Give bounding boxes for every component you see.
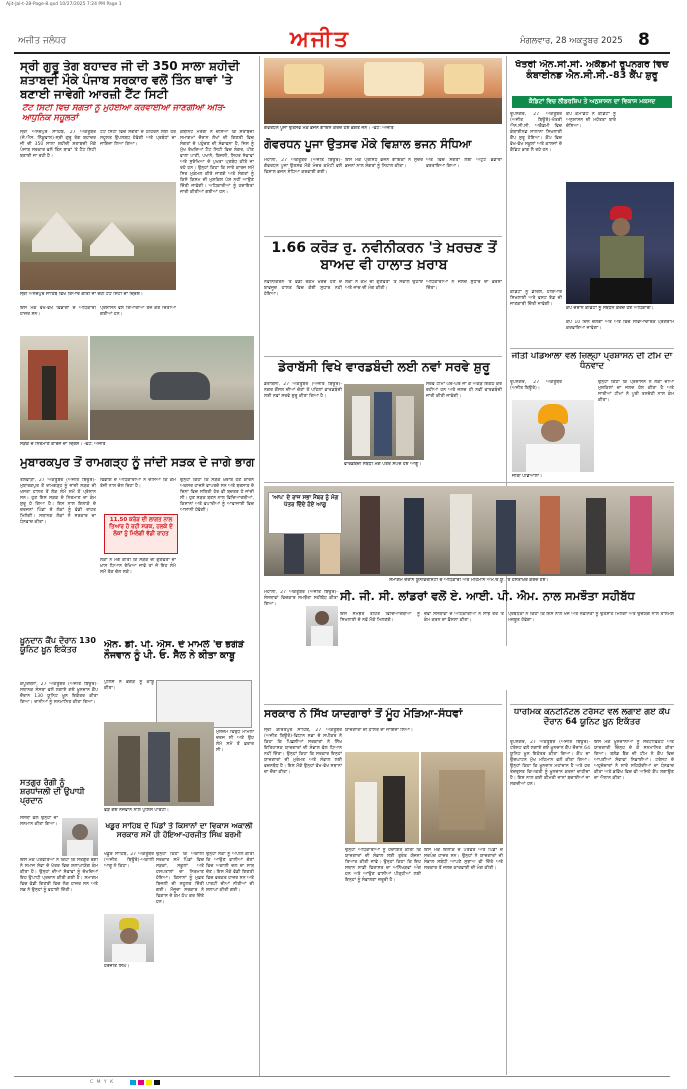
article-body: ਪ੍ਰਸ਼ਾਸਨ ਵਲੋਂ ਤਿਆਰੀਆਂ ਤੇਜ਼ ਕਰ ਦਿੱਤੀਆਂ ਗਈਆਂ ਹਨ। — [100, 306, 176, 317]
article-body: ਪੁਲਿਸ ਨੇ ਭਗੌੜੇ ਨੂੰ ਕਾਬੂ ਕੀਤਾ। — [104, 680, 154, 691]
article-body: ਸ੍ਰੀ ਕੀਰਤਪੁਰ ਸਾਹਿਬ, 27 ਅਕਤੂਬਰ (ਅਜੀਤ ਬਿਊਰੋ)-ਵਿਧਾਨ ਸਭਾ ਦੇ ਸਪੀਕਰ ਨੇ ਕਿਹਾ ਕਿ ਪਿਛਲੀਆਂ ਸਰਕਾਰਾਂ ਨੇ ਸਿੱਖ ਇਤਿਹਾਸਕ ਯਾਦਗਾਰਾਂ ਦੀ ਸੰਭਾਲ ਵੱਲ ਧਿਆਨ ਨਹੀਂ ਦਿੱਤਾ। ਉਨ੍ਹਾਂ ਕਿਹਾ ਕਿ ਸਰਕਾਰ ਇਨ੍ਹਾਂ ਯਾਦਗਾਰਾਂ ਦੀ ਮੁਰੰਮਤ ਅਤੇ ਸੰਭਾਲ ਲਈ ਵਚਨਬੱਧ ਹੈ। ਇਸ ਮੌਕੇ ਉਨ੍ਹਾਂ ਵੱਖ-ਵੱਖ ਸਥਾਨਾਂ ਦਾ ਦੌਰਾ ਕੀਤਾ। — [264, 728, 342, 775]
article-body: ਸਰਵੇ ਟੀਮਾਂ ਘਰ-ਘਰ ਜਾ ਕੇ ਅੰਕੜੇ ਇਕੱਠੇ ਕਰ ਰਹੀਆਂ ਹਨ ਅਤੇ ਜਲਦ ਹੀ ਨਵੀਂ ਵਾਰਡਬੰਦੀ ਜਾਰੀ ਕੀਤੀ ਜਾਵੇਗੀ। — [426, 382, 502, 399]
story-rule — [264, 482, 674, 483]
tent-city-photo — [20, 182, 176, 290]
article-body: ਵਿਭਾਗ ਦੇ ਅਧਿਕਾਰੀਆਂ ਨੇ ਦੱਸਿਆ ਕਿ ਕੰਮ ਤੇਜ਼ੀ ਨਾਲ ਚੱਲ ਰਿਹਾ ਹੈ। — [100, 478, 176, 489]
memorial-ruins-photo — [421, 752, 503, 844]
headline: ਗੋਵਰਧਨ ਪੂਜਾ ਉਤਸਵ ਮੌਕੇ ਵਿਸ਼ਾਲ ਭਜਨ ਸੰਧਿਆ — [264, 138, 472, 151]
article-body: ਕੈਬਨਿਟ ਮੰਤਰੀ ਨੇ ਦੱਸਿਆ ਕਿ ਸ਼ਤਾਬਦੀ ਸਮਾਗਮਾਂ ਦੌਰਾਨ ਲੱਖਾਂ ਦੀ ਗਿਣਤੀ ਵਿਚ ਸੰਗਤਾਂ ਦੇ ਪਹੁੰਚਣ ਦੀ ਸੰਭਾਵਨਾ ਹੈ, ਜਿਸ ਨੂੰ ਮੁੱਖ ਰੱਖਦਿਆਂ ਟੈਂਟ ਸਿਟੀ ਵਿਚ ਲੰਗਰ, ਪੀਣ ਵਾਲਾ ਪਾਣੀ, ਪਖਾਨੇ, ਬਿਜਲੀ, ਸਿਹਤ ਸੇਵਾਵਾਂ ਅਤੇ ਸੁਰੱਖਿਆ ਦੇ ਪੁਖਤਾ ਪ੍ਰਬੰਧ ਕੀਤੇ ਜਾ ਰਹੇ ਹਨ। ਉਨ੍ਹਾਂ ਕਿਹਾ ਕਿ ਸਾਰੇ ਕਾਰਜ ਸਮੇਂ ਸਿਰ ਮੁਕੰਮਲ ਕੀਤੇ ਜਾਣਗੇ ਅਤੇ ਸੰਗਤਾਂ ਨੂੰ ਕਿਸੇ ਕਿਸਮ ਦੀ ਮੁਸ਼ਕਿਲ ਪੇਸ਼ ਨਹੀਂ ਆਉਣ ਦਿੱਤੀ ਜਾਵੇਗੀ। ਅਧਿਕਾਰੀਆਂ ਨੂੰ ਹਦਾਇਤਾਂ ਜਾਰੀ ਕੀਤੀਆਂ ਗਈਆਂ ਹਨ। — [180, 130, 254, 195]
yellow-swatch — [146, 1080, 152, 1085]
article-body: ਕੈਡਿਟਾਂ ਨੂੰ ਡਰਿੱਲ, ਹਥਿਆਰ ਸਿਖਲਾਈ ਅਤੇ ਫਸਟ ਏਡ ਦੀ ਜਾਣਕਾਰੀ ਦਿੱਤੀ ਜਾਵੇਗੀ। — [510, 290, 562, 307]
article-body: ਮੋਹਾਲੀ, 27 ਅਕਤੂਬਰ (ਅਜੀਤ ਬਿਊਰੋ)-ਗੋਵਰਧਨ ਪੂਜਾ ਉਤਸਵ ਮੌਕੇ ਮੰਦਰ ਕਮੇਟੀ ਵਲੋਂ ਵਿਸ਼ਾਲ ਭਜਨ ਸੰਧਿਆ ਕਰਵਾਈ ਗਈ। — [264, 158, 342, 175]
headline: ਧਾਰਮਿਕ ਕੋਨਟੀਨੈਂਟਲ ਟਰੱਸਟ ਵਲੋਂ ਲਗਾਏ ਗਏ ਕੈਂਪ ਦੌਰਾਨ 64 ਯੂਨਿਟ ਖ਼ੂਨ ਇਕੱਤਰ — [513, 708, 671, 727]
article-body: ਕੈਂਪ 10 ਦਿਨ ਚੱਲੇਗਾ ਅਤੇ ਅੰਤ ਵਿਚ ਸਭਿਆਚਾਰਕ ਪ੍ਰੋਗਰਾਮ ਕਰਵਾਇਆ ਜਾਵੇਗਾ। — [566, 320, 674, 331]
photo-caption: ਫੜੇ ਗਏ ਨੌਜਵਾਨ ਨਾਲ ਪੁਲਿਸ ਪਾਰਟੀ। — [104, 808, 169, 813]
article-body: ਦੋਵਾਂ ਸੰਸਥਾਵਾਂ ਦੇ ਅਧਿਕਾਰੀਆਂ ਨੇ ਸਾਂਝੇ ਤੌਰ 'ਤੇ ਕੰਮ ਕਰਨ ਦਾ ਫ਼ੈਸਲਾ ਕੀਤਾ। — [424, 612, 504, 623]
article-body: ਅਧਿਕਾਰੀਆਂ ਨੇ ਜਲਦ ਸੁਧਾਰ ਦਾ ਭਰੋਸਾ ਦਿੱਤਾ। — [426, 280, 502, 291]
story-rule — [510, 348, 674, 349]
masthead-rule — [14, 52, 670, 54]
photo-caption: ਹਰਜੀਤ ਸਿੰਘ। — [104, 964, 130, 969]
memorial-visit-photo — [345, 752, 419, 844]
article-body: ਸ੍ਰੀ ਅਨੰਦਪੁਰ ਸਾਹਿਬ, 27 ਅਕਤੂਬਰ (ਜੇ.ਐਸ. ਨਿੱਕੂਵਾਲ)-ਸ੍ਰੀ ਗੁਰੂ ਤੇਗ ਬਹਾਦਰ ਜੀ ਦੀ 350 ਸਾਲਾ ਸ਼ਹੀਦੀ ਸ਼ਤਾਬਦੀ ਮੌਕੇ ਪੰਜਾਬ ਸਰਕਾਰ ਵਲੋਂ ਤਿੰਨ ਥਾਵਾਂ 'ਤੇ ਟੈਂਟ ਸਿਟੀ ਬਣਾਈ ਜਾ ਰਹੀ ਹੈ। — [20, 130, 96, 159]
edition-label: ਅਜੀਤ ਜਲੰਧਰ — [18, 36, 67, 46]
footer-rule — [14, 1076, 670, 1077]
ncc-officer-photo — [566, 182, 674, 304]
article-body: ਮੁਲਜ਼ਮ ਵਿਰੁੱਧ ਮਾਮਲਾ ਦਰਜ ਸੀ ਅਤੇ ਉਹ ਲੰਮੇ ਸਮੇਂ ਤੋਂ ਫ਼ਰਾਰ ਸੀ। — [216, 730, 254, 753]
article-body: ਲੋਕਾਂ ਨੇ ਮੰਗ ਕੀਤੀ ਕਿ ਸੜਕ ਦੀ ਗੁਣਵੱਤਾ ਦਾ ਖ਼ਾਸ ਧਿਆਨ ਰੱਖਿਆ ਜਾਵੇ ਤਾਂ ਜੋ ਇਹ ਲੰਮੇ ਸਮੇਂ ਤੱਕ ਚੱਲ ਸਕੇ। — [100, 558, 176, 575]
article-body: ਇਸ ਸਮਝੌਤੇ ਤਹਿਤ ਵਿਦਿਆਰਥੀਆਂ ਨੂੰ ਸਿਖਲਾਈ ਦੇ ਨਵੇਂ ਮੌਕੇ ਮਿਲਣਗੇ। — [340, 612, 420, 623]
portrait-photo — [104, 914, 154, 962]
story-rule — [264, 704, 502, 705]
article-body: ਸੰਸਥਾ ਵਲੋਂ ਉਨ੍ਹਾਂ ਦਾ ਸਨਮਾਨ ਕੀਤਾ ਗਿਆ। — [20, 816, 58, 827]
text-inset — [156, 680, 252, 728]
brick-structure-photo — [20, 336, 88, 440]
headline: ਮੁਬਾਰਕਪੁਰ ਤੋਂ ਰਾਮਗੜ੍ਹ ਨੂੰ ਜਾਂਦੀ ਸੜਕ ਦੇ ਜਾਗੇ ਭਾਗ — [20, 456, 255, 469]
article-body: ਇਸ ਮੌਕੇ ਪ੍ਰਸਿੱਧ ਭਜਨ ਗਾਇਕਾਂ ਨੇ ਸੁੰਦਰ ਭਜਨਾਂ ਨਾਲ ਸੰਗਤਾਂ ਨੂੰ ਨਿਹਾਲ ਕੀਤਾ। — [345, 158, 423, 169]
page-number: 8 — [638, 30, 650, 50]
article-body: ਇਸ ਮੌਕੇ ਪਤਵੰਤਿਆਂ ਨੇ ਕਿਹਾ ਕਿ ਸਤਗੁਰ ਰੰਗੀ ਨੇ ਸਮਾਜ ਸੇਵਾ ਦੇ ਖੇਤਰ ਵਿਚ ਸ਼ਲਾਘਾਯੋਗ ਕੰਮ ਕੀਤਾ ਹੈ। ਉਨ੍ਹਾਂ ਦੀਆਂ ਸੇਵਾਵਾਂ ਨੂੰ ਦੇਖਦਿਆਂ ਇਹ ਉਪਾਧੀ ਪ੍ਰਦਾਨ ਕੀਤੀ ਗਈ ਹੈ। ਸਮਾਗਮ ਵਿਚ ਵੱਡੀ ਗਿਣਤੀ ਵਿਚ ਲੋਕ ਹਾਜ਼ਰ ਸਨ ਅਤੇ ਸਭ ਨੇ ਉਨ੍ਹਾਂ ਨੂੰ ਵਧਾਈ ਦਿੱਤੀ। — [20, 858, 98, 893]
headline: ਸਤਗੁਰ ਰੰਗੀ ਨੂੰ ਸ਼ਰਧਾਂਜਲੀ ਦੀ ਉਪਾਧੀ ਪ੍ਰਦਾਨ — [20, 778, 85, 806]
headline: ਜੀਤੀ ਪਡਿਆਲਾ ਵਲੋਂ ਜ਼ਿਲ੍ਹਾ ਪ੍ਰਸ਼ਾਸਨ ਦੀ ਟੀਮ ਦਾ ਧੰਨਵਾਦ — [511, 352, 673, 371]
article-body: ਨਵੀਨੀਕਰਨ 'ਤੇ ਵੱਡੀ ਰਕਮ ਖ਼ਰਚ ਹੋਣ ਦੇ ਬਾਵਜੂਦ ਹਾਲਤ ਵਿਚ ਕੋਈ ਸੁਧਾਰ ਨਹੀਂ ਹੋਇਆ। — [264, 280, 342, 297]
photo-caption: ਸ੍ਰੀ ਅਨੰਦਪੁਰ ਸਾਹਿਬ ਵਿਖੇ ਤਿਆਰ ਕੀਤੀ ਜਾ ਰਹੀ ਟੈਂਟ ਸਿਟੀ ਦਾ ਦ੍ਰਿਸ਼। — [20, 292, 143, 297]
magenta-swatch — [138, 1080, 144, 1085]
article-body: ਤਲਵਾੜਾ, 27 ਅਕਤੂਬਰ (ਅਜੀਤ ਬਿਊਰੋ)-ਮੁਬਾਰਕਪੁਰ ਤੋਂ ਰਾਮਗੜ੍ਹ ਨੂੰ ਜਾਂਦੀ ਸੜਕ ਦੀ ਖਸਤਾ ਹਾਲਤ ਤੋਂ ਲੋਕ ਲੰਮੇ ਸਮੇਂ ਤੋਂ ਪ੍ਰੇਸ਼ਾਨ ਸਨ। ਹੁਣ ਇਸ ਸੜਕ ਦੇ ਨਿਰਮਾਣ ਦਾ ਕੰਮ ਸ਼ੁਰੂ ਹੋ ਗਿਆ ਹੈ। ਇਸ ਨਾਲ ਇਲਾਕੇ ਦੇ ਦਰਜਨਾਂ ਪਿੰਡਾਂ ਦੇ ਲੋਕਾਂ ਨੂੰ ਵੱਡੀ ਰਾਹਤ ਮਿਲੇਗੀ। ਸਥਾਨਕ ਲੋਕਾਂ ਨੇ ਸਰਕਾਰ ਦਾ ਧੰਨਵਾਦ ਕੀਤਾ। — [20, 478, 96, 525]
headline: ਖ਼ੂਨਦਾਨ ਕੈਂਪ ਦੌਰਾਨ 130 ਯੂਨਿਟ ਖ਼ੂਨ ਇਕੱਤਰ — [20, 636, 96, 655]
portrait-photo — [512, 400, 594, 472]
article-body: ਮੋਹਾਲੀ, 27 ਅਕਤੂਬਰ (ਅਜੀਤ ਬਿਊਰੋ)-ਸੰਸਥਾਵਾਂ ਵਿਚਕਾਰ ਸਮਝੌਤਾ ਸਹੀਬੱਧ ਕੀਤਾ ਗਿਆ। — [264, 590, 338, 607]
police-photo — [104, 722, 214, 806]
article-body: ਰੂਪਨਗਰ, 27 ਅਕਤੂਬਰ (ਅਜੀਤ ਬਿਊਰੋ)। — [510, 380, 562, 391]
photo-caption: ਜੀਤੀ ਪਡਿਆਲਾ। — [512, 474, 543, 479]
article-body: ਪ੍ਰਬੰਧਕਾਂ ਨੇ ਕਿਹਾ ਕਿ ਇਸ ਨਾਲ ਖੋਜ ਅਤੇ ਨਵੀਨਤਾ ਨੂੰ ਉਤਸ਼ਾਹ ਮਿਲੇਗਾ ਅਤੇ ਉਦਯੋਗ ਨਾਲ ਤਾਲਮੇਲ ਮਜ਼ਬੂਤ ਹੋਵੇਗਾ। — [508, 612, 674, 623]
article-body: ਰੂਪਨਗਰ, 27 ਅਕਤੂਬਰ (ਅਜੀਤ ਬਿਊਰੋ)-ਖੱਤਰੀ ਐਨ.ਸੀ.ਸੀ. ਅਕੈਡਮੀ ਵਿਚ ਕੰਬਾਈਨਡ ਸਾਲਾਨਾ ਸਿਖਲਾਈ ਕੈਂਪ ਸ਼ੁਰੂ ਹੋਇਆ। ਕੈਂਪ ਵਿਚ ਵੱਖ-ਵੱਖ ਸਕੂਲਾਂ ਅਤੇ ਕਾਲਜਾਂ ਦੇ ਕੈਡਿਟ ਭਾਗ ਲੈ ਰਹੇ ਹਨ। — [510, 112, 562, 153]
print-slug: Ajit-Jal-t-28-Page-8.qxd 10/27/2025 7:24 PM Page 1 — [6, 2, 122, 7]
subhead-banner: ਕੈਡਿਟਾਂ ਵਿਚ ਲੀਡਰਸ਼ਿਪ ਤੇ ਅਨੁਸ਼ਾਸਨ ਦਾ ਵਿਕਾਸ ਮਕਸਦ — [512, 96, 672, 108]
article-body: ਰੂਪਨਗਰ, 27 ਅਕਤੂਬਰ (ਅਜੀਤ ਬਿਊਰੋ)-ਟਰੱਸਟ ਵਲੋਂ ਲਗਾਏ ਗਏ ਖ਼ੂਨਦਾਨ ਕੈਂਪ ਦੌਰਾਨ 64 ਯੂਨਿਟ ਖ਼ੂਨ ਇਕੱਤਰ ਕੀਤਾ ਗਿਆ। ਕੈਂਪ ਦਾ ਉਦਘਾਟਨ ਮੁੱਖ ਮਹਿਮਾਨ ਵਲੋਂ ਕੀਤਾ ਗਿਆ। ਉਨ੍ਹਾਂ ਕਿਹਾ ਕਿ ਖ਼ੂਨਦਾਨ ਮਹਾਂਦਾਨ ਹੈ ਅਤੇ ਹਰ ਤੰਦਰੁਸਤ ਵਿਅਕਤੀ ਨੂੰ ਖ਼ੂਨਦਾਨ ਕਰਨਾ ਚਾਹੀਦਾ ਹੈ। ਇਸ ਨਾਲ ਕਈ ਕੀਮਤੀ ਜਾਨਾਂ ਬਚਾਈਆਂ ਜਾ ਸਕਦੀਆਂ ਹਨ। — [510, 740, 590, 787]
headline: 1.66 ਕਰੋੜ ਰੁ. ਨਵੀਨੀਕਰਨ 'ਤੇ ਖ਼ਰਚਣ ਤੋਂ ਬਾਅਦ ਵੀ ਹਾਲਾਤ ਖ਼ਰਾਬ — [271, 240, 497, 273]
story-rule — [264, 356, 502, 357]
article-body: ਇਸ ਮੌਕੇ ਖ਼ੂਨਦਾਨੀਆਂ ਨੂੰ ਸਰਟੀਫਿਕੇਟ ਅਤੇ ਯਾਦਗਾਰੀ ਚਿੰਨ੍ਹ ਦੇ ਕੇ ਸਨਮਾਨਿਤ ਕੀਤਾ ਗਿਆ। ਬਲੱਡ ਬੈਂਕ ਦੀ ਟੀਮ ਨੇ ਕੈਂਪ ਵਿਚ ਆਪਣੀਆਂ ਸੇਵਾਵਾਂ ਨਿਭਾਈਆਂ। ਟਰੱਸਟ ਦੇ ਅਹੁਦੇਦਾਰਾਂ ਨੇ ਸਾਰੇ ਸਹਿਯੋਗੀਆਂ ਦਾ ਧੰਨਵਾਦ ਕੀਤਾ ਅਤੇ ਭਵਿੱਖ ਵਿਚ ਵੀ ਅਜਿਹੇ ਕੈਂਪ ਲਗਾਉਣ ਦਾ ਐਲਾਨ ਕੀਤਾ। — [594, 740, 674, 781]
headline: ਖਡੂਰ ਸਾਹਿਬ ਦੇ ਪਿੰਡਾਂ ਤੇ ਕਿਸਾਨਾਂ ਦਾ ਵਿਕਾਸ ਅਕਾਲੀ ਸਰਕਾਰ ਸਮੇਂ ਹੀ ਹੋਇਆ-ਹਰਜੀਤ ਸਿੰਘ ਬਰਮੀ — [105, 822, 253, 839]
photo-caption: ਸੜਕ ਦੇ ਨਿਰਮਾਣ ਕਾਰਜ ਦਾ ਦ੍ਰਿਸ਼। -ਫੋਟੋ: ਅਜੀਤ — [20, 442, 106, 447]
cyan-swatch — [130, 1080, 136, 1085]
article-body: ਉਨ੍ਹਾਂ ਕਿਹਾ ਕਿ ਅਕਾਲੀ ਸਰਕਾਰ ਸਮੇਂ ਪਿੰਡਾਂ ਵਿਚ ਸੜਕਾਂ, ਸਕੂਲਾਂ ਅਤੇ ਹਸਪਤਾਲਾਂ ਦਾ ਨਿਰਮਾਣ ਹੋਇਆ। ਕਿਸਾਨਾਂ ਨੂੰ ਮੁਫ਼ਤ ਬਿਜਲੀ ਦੀ ਸਹੂਲਤ ਦਿੱਤੀ ਗਈ। ਮੌਜੂਦਾ ਸਰਕਾਰ ਨੇ ਵਿਕਾਸ ਦੇ ਕੰਮ ਠੱਪ ਕਰ ਦਿੱਤੇ ਹਨ। — [156, 852, 204, 905]
newspaper-logo: ਅਜੀਤ — [290, 26, 350, 52]
bhajan-photo — [264, 58, 502, 124]
article-body: ਕੈਂਪ ਕਮਾਂਡੈਂਟ ਨੇ ਕੈਡਿਟਾਂ ਨੂੰ ਅਨੁਸ਼ਾਸਨ ਦੀ ਮਹੱਤਤਾ ਬਾਰੇ ਦੱਸਿਆ। — [566, 112, 616, 129]
article-body: ਉਨ੍ਹਾਂ ਕਿਹਾ ਕਿ ਸੜਕ ਖ਼ਰਾਬ ਹੋਣ ਕਾਰਨ ਅਕਸਰ ਹਾਦਸੇ ਵਾਪਰਦੇ ਸਨ ਅਤੇ ਬਰਸਾਤ ਦੇ ਦਿਨਾਂ ਵਿਚ ਸਥਿਤੀ ਹੋਰ ਵੀ ਬਦਤਰ ਹੋ ਜਾਂਦੀ ਸੀ। ਹੁਣ ਸੜਕ ਬਣਨ ਨਾਲ ਵਿਦਿਆਰਥੀਆਂ, ਕਿਸਾਨਾਂ ਅਤੇ ਵਪਾਰੀਆਂ ਨੂੰ ਆਵਾਜਾਈ ਵਿਚ ਆਸਾਨੀ ਹੋਵੇਗੀ। — [180, 478, 254, 513]
highlight-box: 11.50 ਕਰੋੜ ਦੀ ਲਾਗਤ ਨਾਲ ਤਿਆਰ ਹੋ ਰਹੀ ਸੜਕ, ਹਲਕੇ ਦੇ ਲੋਕਾਂ ਨੂੰ ਮਿਲੇਗੀ ਵੱਡੀ ਰਾਹਤ — [104, 514, 178, 554]
road-car-photo — [90, 336, 254, 440]
column-rule — [506, 690, 507, 1075]
article-body: ਅੰਤ ਵਿਚ ਸੰਗਤਾਂ ਲਈ ਅਟੁੱਟ ਭੰਡਾਰਾ ਵਰਤਾਇਆ ਗਿਆ। — [426, 158, 502, 169]
headline: ਸੀ. ਜੀ. ਸੀ. ਲਾਂਡਰਾਂ ਵਲੋਂ ਏ. ਆਈ. ਪੀ. ਐਮ. ਨਾਲ ਸਮਝੌਤਾ ਸਹੀਬੱਧ — [340, 590, 635, 603]
article-body: ਲੋਕਾਂ ਨੇ ਕੰਮ ਦੀ ਗੁਣਵੱਤਾ 'ਤੇ ਸਵਾਲ ਉਠਾਏ ਅਤੇ ਜਾਂਚ ਦੀ ਮੰਗ ਕੀਤੀ। — [345, 280, 423, 291]
story-rule — [264, 236, 502, 237]
memorandum-photo — [344, 384, 424, 460]
cmyk-registration: C M Y K — [90, 1080, 115, 1085]
story-rule — [510, 704, 674, 705]
headline: ਐਨ. ਡੀ. ਪੀ. ਐਸ. ਦੇ ਮਾਮਲੇ 'ਚ ਭਗੌੜੇ ਨੌਜਵਾਨ ਨੂੰ ਪੀ. ਓ. ਸੈੱਲ ਨੇ ਕੀਤਾ ਕਾਬੂ — [104, 640, 245, 661]
photo-caption: ਸਮਾਗਮ ਦੌਰਾਨ ਯੂਨੀਵਰਸਿਟੀ ਦੇ ਅਧਿਕਾਰੀ ਅਤੇ ਮਹਿਮਾਨ ਐਮ.ਓ.ਯੂ. 'ਤੇ ਹਸਤਾਖ਼ਰ ਕਰਦੇ ਹੋਏ। — [389, 578, 549, 583]
inset-caption-box: 'ਆਪ' ਦੇ ਰਾਜ ਸਭਾ ਮੈਂਬਰ ਨੂੰ ਮੰਗ ਪੱਤਰ ਦਿੰਦੇ ਹੋਏ ਆਗੂ — [268, 492, 342, 534]
photo-caption: ਗੋਵਰਧਨ ਪੂਜਾ ਉਤਸਵ ਮੌਕੇ ਭਜਨ ਗਾਇਨ ਕਰਦੇ ਹੋਏ ਭਗਤ ਜਨ। -ਫੋਟੋ: ਅਜੀਤ — [264, 126, 394, 131]
subheadline: ਟੈਂਟ ਸਿਟੀ ਵਿਚ ਸੰਗਤਾਂ ਨੂੰ ਮੁਹੱਈਆ ਕਰਵਾਈਆਂ ਜਾਣਗੀਆਂ ਅਤਿ-ਆਧੁਨਿਕ ਸਹੂਲਤਾਂ — [22, 104, 226, 123]
article-body: ਖਡੂਰ ਸਾਹਿਬ, 27 ਅਕਤੂਬਰ (ਅਜੀਤ ਬਿਊਰੋ)-ਅਕਾਲੀ ਆਗੂ ਨੇ ਕਿਹਾ। — [104, 852, 154, 869]
headline: ਡੇਰਾਬੱਸੀ ਵਿਖੇ ਵਾਰਡਬੰਦੀ ਲਈ ਨਵਾਂ ਸਰਵੇ ਸ਼ੁਰੂ — [278, 360, 490, 374]
black-swatch — [154, 1080, 160, 1085]
article-body: ਇਸ ਮੌਕੇ ਵੱਖ-ਵੱਖ ਵਿਭਾਗਾਂ ਦੇ ਅਧਿਕਾਰੀ ਹਾਜ਼ਰ ਸਨ। — [20, 306, 96, 317]
portrait-photo — [306, 606, 338, 646]
article-body: ਯਾਦਗਾਰਾਂ ਦੀ ਹਾਲਤ ਦਾ ਜਾਇਜ਼ਾ ਲਿਆ। — [345, 728, 413, 733]
headline: ਖੱਤਰੀ ਐਨ.ਸੀ.ਸੀ. ਅਕੈਡਮੀ ਰੂਪਨਗਰ ਵਿਚ ਕੰਬਾਈਨਡ ਐਨ.ਸੀ.ਸੀ.-83 ਕੈਂਪ ਸ਼ੁਰੂ — [515, 60, 669, 81]
article-body: ਇਸ ਮੌਕੇ ਇਲਾਕੇ ਦੇ ਪਤਵੰਤੇ ਅਤੇ ਪਿੰਡਾਂ ਦੇ ਸਰਪੰਚ ਹਾਜ਼ਰ ਸਨ। ਉਨ੍ਹਾਂ ਨੇ ਯਾਦਗਾਰਾਂ ਦੀ ਸੰਭਾਲ ਸਬੰਧੀ ਆਪਣੇ ਸੁਝਾਅ ਵੀ ਦਿੱਤੇ ਅਤੇ ਸਰਕਾਰ ਤੋਂ ਜਲਦ ਕਾਰਵਾਈ ਦੀ ਮੰਗ ਕੀਤੀ। — [424, 848, 503, 871]
article-body: ਡੇਰਾਬੱਸੀ, 27 ਅਕਤੂਬਰ (ਅਜੀਤ ਬਿਊਰੋ)-ਨਗਰ ਕੌਂਸਲ ਦੀਆਂ ਚੋਣਾਂ ਤੋਂ ਪਹਿਲਾਂ ਵਾਰਡਬੰਦੀ ਲਈ ਨਵਾਂ ਸਰਵੇ ਸ਼ੁਰੂ ਕੀਤਾ ਗਿਆ ਹੈ। — [264, 382, 342, 399]
photo-caption: ਵਾਰਡਬੰਦੀ ਸਬੰਧੀ ਮੰਗ ਪੱਤਰ ਸੌਂਪਦੇ ਹੋਏ ਆਗੂ। — [344, 462, 422, 467]
article-body: ਉਨ੍ਹਾਂ ਅਧਿਕਾਰੀਆਂ ਨੂੰ ਹਦਾਇਤ ਕੀਤੀ ਕਿ ਯਾਦਗਾਰਾਂ ਦੀ ਸੰਭਾਲ ਲਈ ਤੁਰੰਤ ਯੋਜਨਾ ਤਿਆਰ ਕੀਤੀ ਜਾਵੇ। ਉਨ੍ਹਾਂ ਕਿਹਾ ਕਿ ਇਹ ਸਥਾਨ ਸਾਡੀ ਵਿਰਾਸਤ ਦਾ ਅਨਿੱਖੜਵਾਂ ਅੰਗ ਹਨ ਅਤੇ ਆਉਣ ਵਾਲੀਆਂ ਪੀੜ੍ਹੀਆਂ ਲਈ ਇਨ੍ਹਾਂ ਨੂੰ ਸੰਭਾਲਣਾ ਜ਼ਰੂਰੀ ਹੈ। — [345, 848, 421, 883]
article-body: ਕਪੂਰਥਲਾ, 27 ਅਕਤੂਬਰ (ਅਜੀਤ ਬਿਊਰੋ)-ਸਥਾਨਕ ਸੰਸਥਾ ਵਲੋਂ ਲਗਾਏ ਗਏ ਖ਼ੂਨਦਾਨ ਕੈਂਪ ਦੌਰਾਨ 130 ਯੂਨਿਟ ਖ਼ੂਨ ਇਕੱਤਰ ਕੀਤਾ ਗਿਆ। ਦਾਨੀਆਂ ਨੂੰ ਸਨਮਾਨਿਤ ਕੀਤਾ ਗਿਆ। — [20, 682, 98, 705]
headline: ਸ੍ਰੀ ਗੁਰੂ ਤੇਗ ਬਹਾਦਰ ਜੀ ਦੀ 350 ਸਾਲਾ ਸ਼ਹੀਦੀ ਸ਼ਤਾਬਦੀ ਮੌਕੇ ਪੰਜਾਬ ਸਰਕਾਰ ਵਲੋਂ ਤਿੰਨ ਥਾਵਾਂ 'ਤੇ ਬਣਾਈ ਜਾਵੇਗੀ ਆਰਜ਼ੀ ਟੈਂਟ ਸਿਟੀ — [20, 60, 240, 101]
photo-caption: ਕੈਂਪ ਦੌਰਾਨ ਕੈਡਿਟਾਂ ਨੂੰ ਸੰਬੋਧਨ ਕਰਦੇ ਹੋਏ ਅਧਿਕਾਰੀ। — [566, 306, 654, 311]
headline: ਸਰਕਾਰ ਨੇ ਸਿੱਖ ਯਾਦਗਾਰਾਂ ਤੋਂ ਮੂੰਹ ਮੋੜਿਆ-ਸੰਧਵਾਂ — [264, 708, 463, 720]
article-body: ਟੈਂਟ ਸਿਟੀ ਵਿਚ ਸੰਗਤਾਂ ਦੇ ਠਹਿਰਨ ਲਈ ਹਰ ਸਹੂਲਤ ਉਪਲਬਧ ਹੋਵੇਗੀ ਅਤੇ ਪ੍ਰਬੰਧਾਂ ਦਾ ਜਾਇਜ਼ਾ ਲਿਆ ਗਿਆ। — [100, 130, 176, 147]
issue-date: ਮੰਗਲਵਾਰ, 28 ਅਕਤੂਬਰ 2025 — [520, 36, 623, 46]
portrait-photo — [62, 818, 98, 856]
article-body: ਉਨ੍ਹਾਂ ਕਿਹਾ ਕਿ ਪ੍ਰਸ਼ਾਸਨ ਨੇ ਲੋਕਾਂ ਦੀਆਂ ਮੁਸ਼ਕਿਲਾਂ ਦਾ ਜਲਦ ਹੱਲ ਕੀਤਾ ਹੈ ਅਤੇ ਸਾਰੀਆਂ ਟੀਮਾਂ ਨੇ ਪੂਰੀ ਤਨਦੇਹੀ ਨਾਲ ਕੰਮ ਕੀਤਾ। — [598, 380, 674, 403]
article-body: ਉਨ੍ਹਾਂ ਲੋਕਾਂ ਨੂੰ ਅਪੀਲ ਕੀਤੀ ਕਿ ਆਉਣ ਵਾਲੀਆਂ ਚੋਣਾਂ ਵਿਚ ਅਕਾਲੀ ਦਲ ਦਾ ਸਾਥ ਦੇਣ। ਇਸ ਮੌਕੇ ਵੱਡੀ ਗਿਣਤੀ ਵਿਚ ਵਰਕਰ ਹਾਜ਼ਰ ਸਨ ਅਤੇ ਪਾਰਟੀ ਦੀਆਂ ਨੀਤੀਆਂ ਦੀ ਸ਼ਲਾਘਾ ਕੀਤੀ ਗਈ। — [206, 852, 254, 893]
column-rule — [259, 56, 260, 1076]
